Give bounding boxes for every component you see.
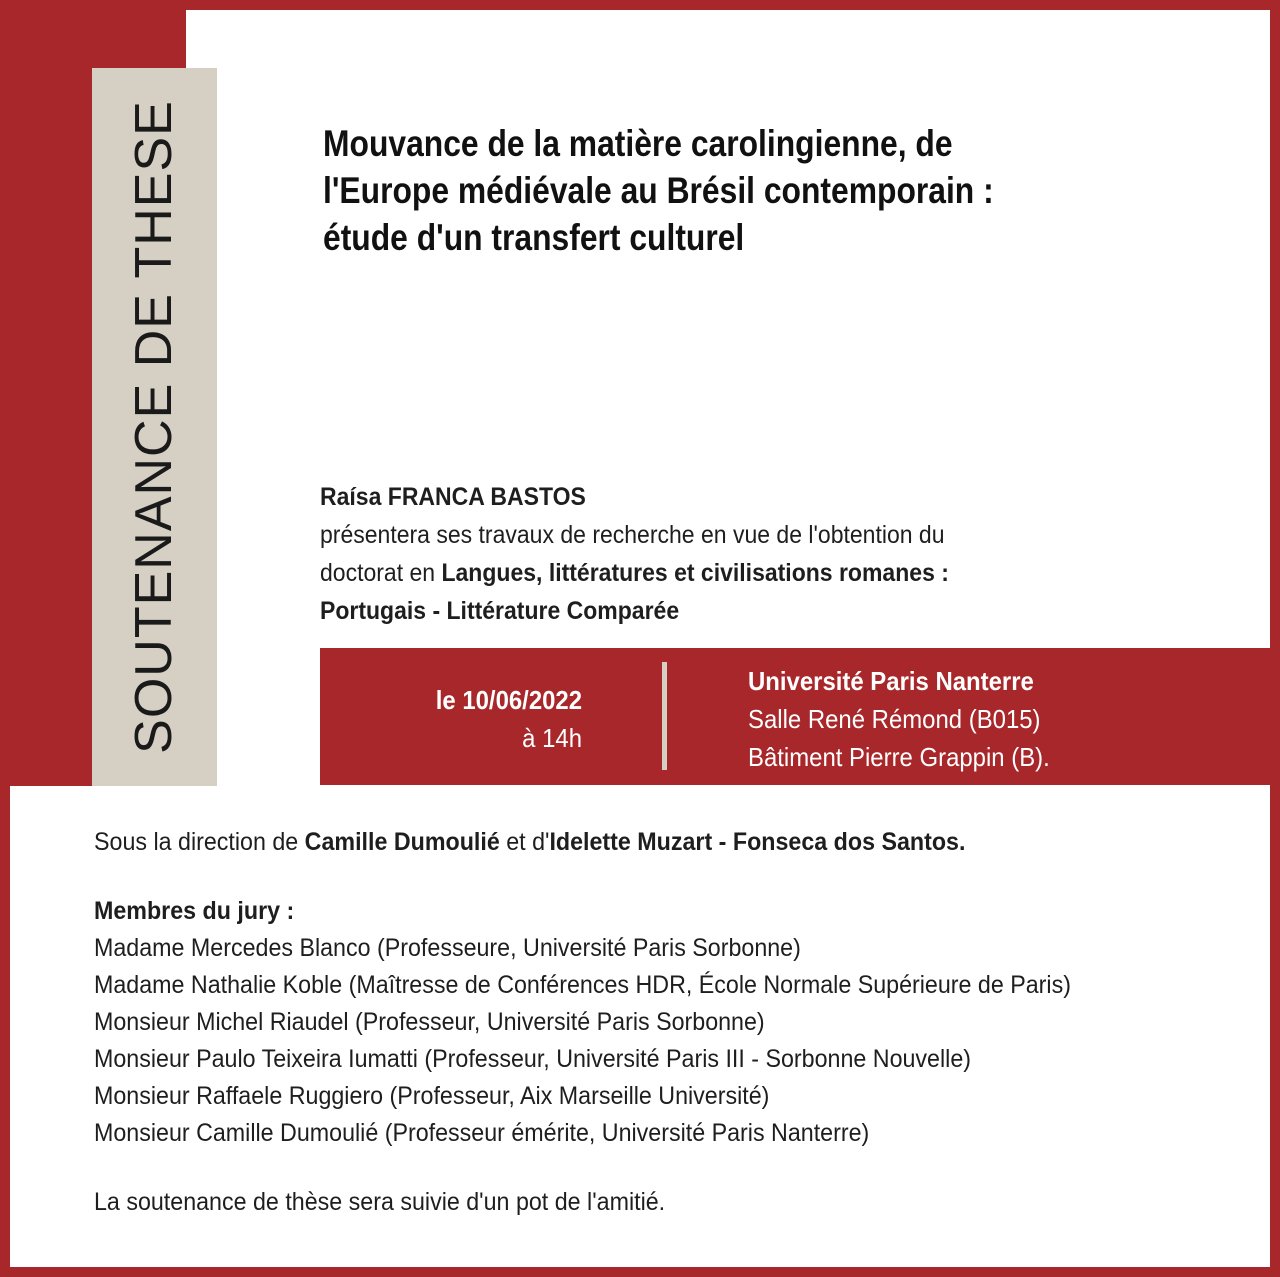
jury-member: Monsieur Raffaele Ruggiero (Professeur, Aix Marseille Université) (94, 1082, 770, 1110)
author-name: Raísa FRANCA BASTOS (320, 483, 586, 511)
event-time: à 14h (522, 723, 582, 753)
closing-note: La soutenance de thèse sera suivie d'un pot de l'amitié. (94, 1188, 666, 1216)
author-line: doctorat en Langues, littératures et civilisations romanes : (320, 559, 949, 587)
doctorate-specialty: Portugais - Littérature Comparée (320, 597, 680, 625)
jury-member: Monsieur Michel Riaudel (Professeur, Université Paris Sorbonne) (94, 1008, 765, 1036)
director-name: Idelette Muzart - Fonseca dos Santos. (549, 828, 966, 856)
thesis-title-line: l'Europe médiévale au Brésil contemporain : (323, 170, 994, 211)
side-label: SOUTENANCE DE THESE (125, 100, 183, 754)
venue-building: Bâtiment Pierre Grappin (B). (748, 742, 1050, 772)
direction-line: Sous la direction de Camille Dumoulié et d'Idelette Muzart - Fonseca dos Santos. (94, 828, 966, 856)
jury-member: Madame Nathalie Koble (Maîtresse de Conférences HDR, École Normale Supérieure de Paris) (94, 971, 1071, 999)
side-accent-strip (10, 70, 94, 786)
jury-list (94, 930, 1210, 1152)
author-block (320, 478, 1148, 630)
jury-heading: Membres du jury : (94, 897, 295, 925)
event-date: le 10/06/2022 (435, 685, 582, 715)
event-venue (748, 662, 1050, 776)
venue-name: Université Paris Nanterre (748, 666, 1034, 696)
corner-accent-block (10, 10, 186, 70)
doctorate-field: Langues, littératures et civilisations romanes : (441, 559, 949, 587)
jury-member: Monsieur Paulo Teixeira Iumatti (Professeur, Université Paris III - Sorbonne Nouvelle) (94, 1045, 972, 1073)
thesis-title-line: Mouvance de la matière carolingienne, de (323, 123, 953, 164)
jury-member: Monsieur Camille Dumoulié (Professeur émérite, Université Paris Nanterre) (94, 1119, 870, 1147)
event-info-bar (320, 648, 1270, 785)
info-divider (662, 662, 667, 770)
author-line: présentera ses travaux de recherche en vue de l'obtention du (320, 521, 945, 549)
director-name: Camille Dumoulié (304, 828, 500, 856)
thesis-title (323, 120, 1097, 261)
jury-member: Madame Mercedes Blanco (Professeure, Université Paris Sorbonne) (94, 934, 801, 962)
thesis-title-line: étude d'un transfert culturel (323, 217, 745, 258)
details-section (94, 824, 1210, 1221)
event-datetime (436, 681, 582, 757)
venue-room: Salle René Rémond (B015) (748, 704, 1041, 734)
